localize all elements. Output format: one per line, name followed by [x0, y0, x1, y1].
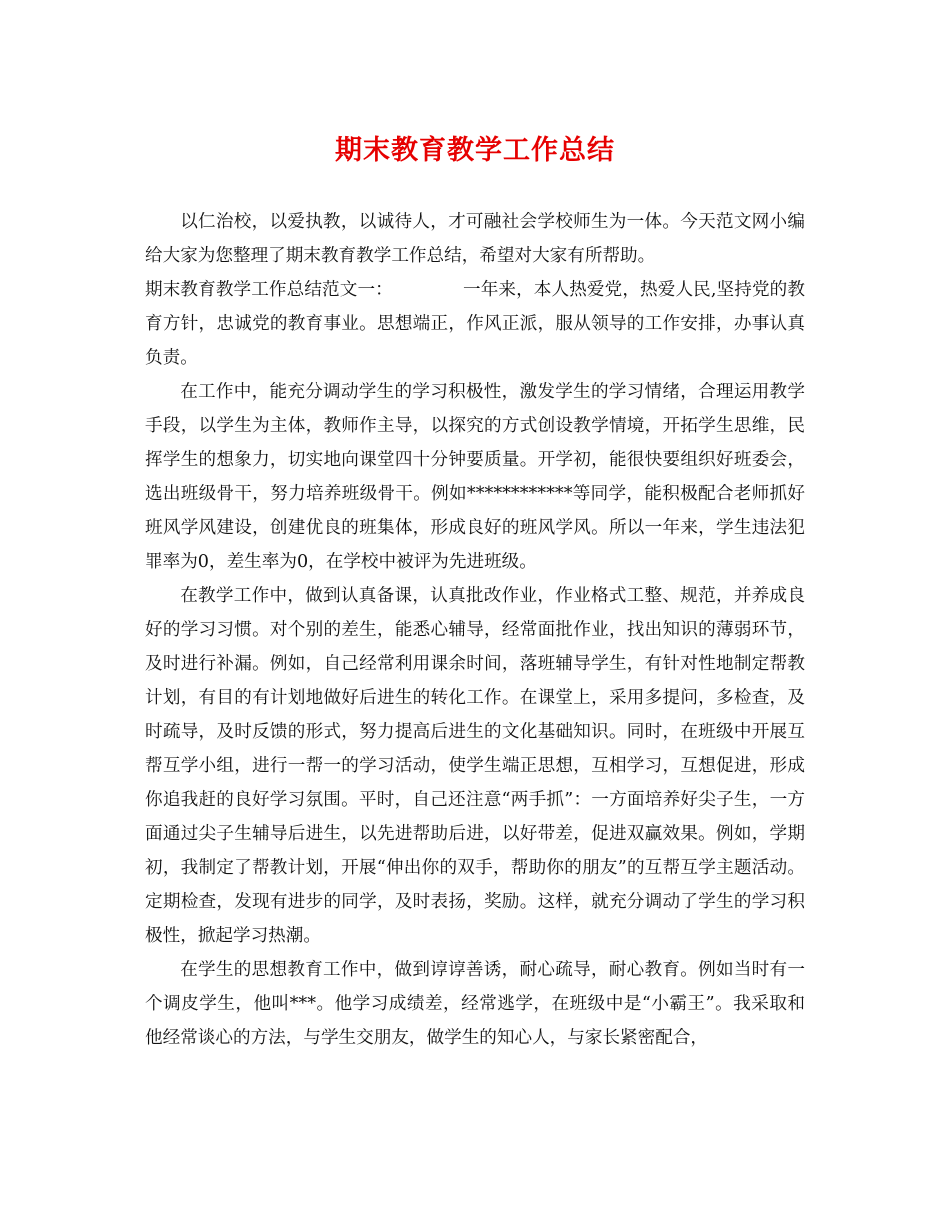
intro-paragraph: 以仁治校，以爱执教，以诚待人，才可融社会学校师生为一体。今天范文网小编给大家为您整理了期末教育教学工作总结，希望对大家有所帮助。: [145, 212, 805, 266]
page-title: 期末教育教学工作总结: [335, 135, 615, 166]
document-body: [145, 205, 805, 1055]
paragraph-ideological-education: 在学生的思想教育工作中，做到谆谆善诱，耐心疏导，耐心教育。例如当时有一个调皮学生，他叫***。他学习成绩差，经常逃学，在班级中是“小霸王”。我采取和他经常谈心的方法，与学生交朋友，做学生的知心人，与家长紧密配合，: [145, 960, 805, 1048]
sample-paragraph: [145, 273, 805, 375]
paragraph-classroom-work: 在工作中，能充分调动学生的学习积极性，激发学生的学习情绪，合理运用教学手段，以学生为主体，教师作主导，以探究的方式创设教学情境，开拓学生思维，民挥学生的想象力，切实地向课堂四十分钟要质量。开学初，能很快要组织好班委会，选出班级骨干，努力培养班级骨干。例如************等同学，能积极配合老师抓好班风学风建设，创建优良的班集体，形成良好的班风学风。所以一年来，学生违法犯罪率为0，差生率为0，在学校中被评为先进班级。: [145, 382, 805, 572]
sample-first-text: 一年来，本人热爱党，热爱人民,坚持党的教育方针，忠诚党的教育事业。思想端正，作风正派，服从领导的工作安排，办事认真负责。: [145, 280, 805, 368]
sample-heading: 期末教育教学工作总结范文一：: [145, 280, 393, 300]
paragraph-teaching-work: 在教学工作中，做到认真备课，认真批改作业，作业格式工整、规范，并养成良好的学习习惯。对个别的差生，能悉心辅导，经常面批作业，找出知识的薄弱环节，及时进行补漏。例如，自己经常利用课余时间，落班辅导学生，有针对性地制定帮教计划，有目的有计划地做好后进生的转化工作。在课堂上，采用多提问，多检查，及时疏导，及时反馈的形式，努力提高后进生的文化基础知识。同时，在班级中开展互帮互学小组，进行一帮一的学习活动，使学生端正思想，互相学习，互想促进，形成你追我赶的良好学习氛围。平时，自己还注意“两手抓”：一方面培养好尖子生，一方面通过尖子生辅导后进生，以先进帮助后进，以好带差，促进双赢效果。例如，学期初，我制定了帮教计划，开展“伸出你的双手，帮助你的朋友”的互帮互学主题活动。定期检查，发现有进步的同学，及时表扬，奖励。这样，就充分调动了学生的学习积极性，掀起学习热潮。: [145, 586, 805, 946]
